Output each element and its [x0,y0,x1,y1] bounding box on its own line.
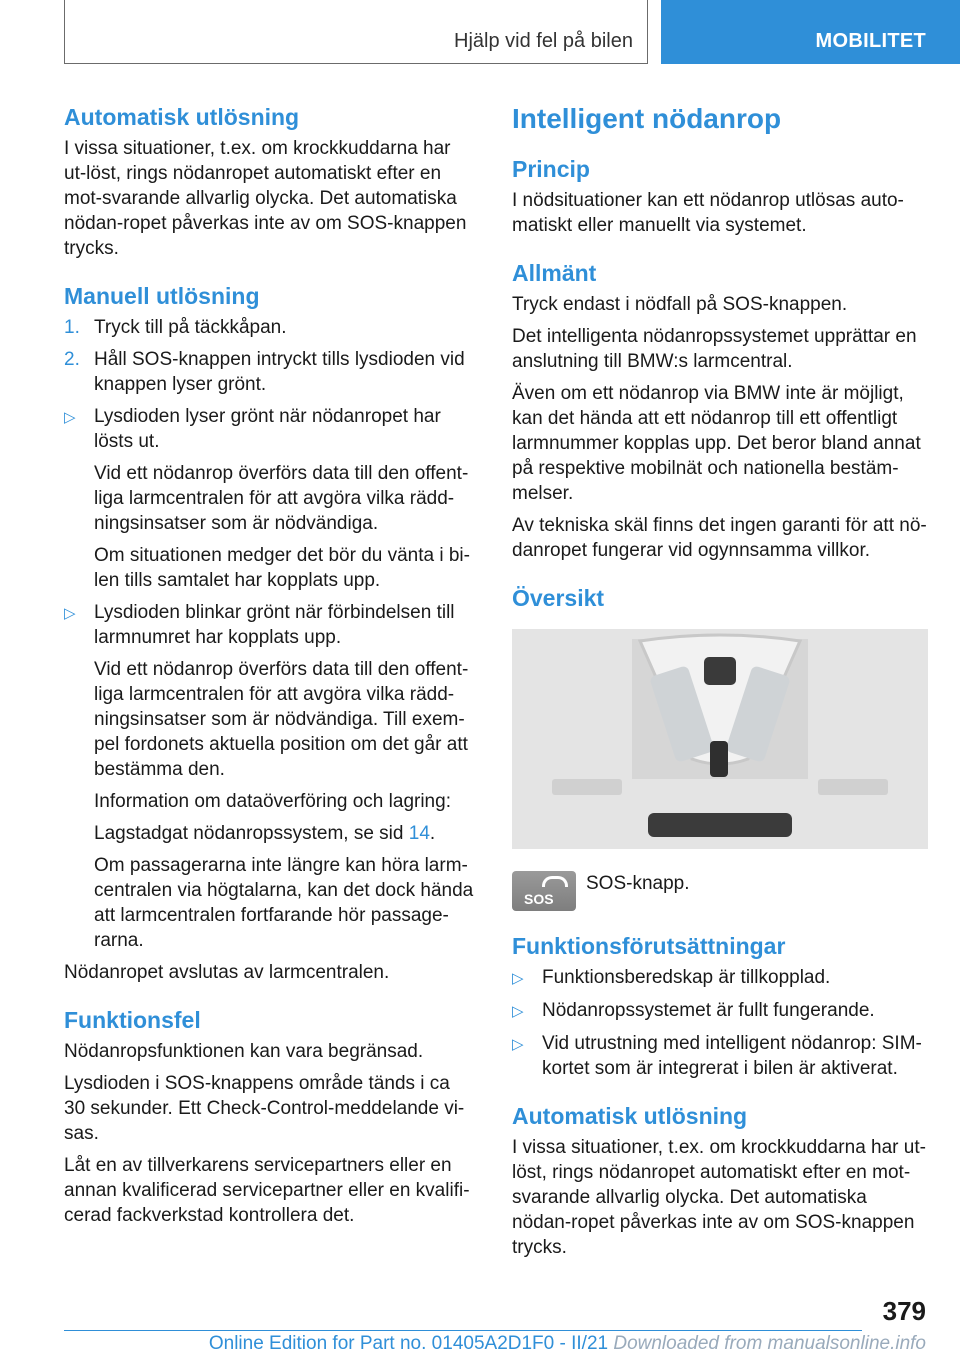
bullet-text: Lysdioden lyser grönt när nödanropet har lösts ut. [94,406,441,452]
heading-requirements: Funktionsförutsättningar [512,933,786,959]
para-malfunction-1: Nödanropsfunktionen kan vara begränsad. [64,1041,424,1062]
para-auto-trigger: I vissa situationer, t.ex. om krockkuddarna har ut-löst, rings nödanropet automatiskt efter en mot-svarande allvarlig olycka. Det automatiska nödan-ropet påverkas inte av om SOS-knappen trycks. [64,138,467,259]
sub-para-with-link: Lagstadgat nödanropssystem, se sid 14. [94,823,436,844]
para-principle: I nödsituationer kan ett nödanrop utlösas auto-matiskt eller manuellt via systemet. [512,190,904,236]
sos-caption: SOS-knapp. [586,873,690,894]
sub-para: Om situationen medger det bör du vänta i bi-len tills samtalet har kopplats upp. [94,545,470,591]
requirement-item [512,1031,928,1081]
para-general-2: Det intelligenta nödanropssystemet upprättar en anslutning till BMW:s larmcentral. [512,326,917,372]
heading-auto-trigger-right: Automatisk utlösning [512,1103,748,1129]
para-general-1: Tryck endast i nödfall på SOS-knappen. [512,294,848,315]
triangle-right-icon: ▷ [64,409,76,426]
step-text: Tryck till på täckkåpan. [94,317,287,338]
bullet-led-blink [64,600,476,650]
right-column [512,100,928,1267]
heading-overview: Översikt [512,585,605,611]
step-text: Håll SOS-knappen intryckt tills lysdioden vid knappen lyser grönt. [94,349,465,395]
sub-para: Om passagerarna inte längre kan höra larm-centralen via högtalarna, kan det dock hända att larmcentralen fortfarande hör passage-rarna. [94,855,474,951]
para-malfunction-2: Lysdioden i SOS-knappens område tänds i ca 30 sekunder. Ett Check-Control-meddelande vi-sas. [64,1073,465,1144]
header-section-title: Hjälp vid fel på bilen [454,30,633,52]
edition-text: Online Edition for Part no. 01405A2D1F0 - II/21 [208,1333,609,1354]
overhead-console-illustration [512,629,928,849]
footer-edition [209,1333,926,1355]
para-malfunction-3: Låt en av tillverkarens servicepartners eller en annan kvalificerad servicepartner eller en kvalifi-cerad fackverkstad kontrollera det. [64,1155,470,1226]
step-1 [64,315,476,340]
sub-para: Vid ett nödanrop överförs data till den offent-liga larmcentralen för att avgöra vilka rädd-ningsinsatser som är nödvändiga. Till exem-pel fordonets aktuella position om det går att bestämma den. [94,659,469,780]
requirement-text: Vid utrustning med intelligent nödanrop: SIM-kortet som är integrerat i bilen är aktiverat. [542,1033,922,1079]
requirement-item [512,965,928,991]
left-column [64,100,476,1235]
step-2 [64,347,476,397]
requirement-text: Nödanropssystemet är fullt fungerande. [542,1000,875,1021]
heading-principle: Princip [512,156,590,182]
bullet-text: Lysdioden blinkar grönt när förbindelsen till larmnumret har kopplats upp. [94,602,455,648]
step-number: 1. [64,317,80,338]
heading-general: Allmänt [512,260,597,286]
sos-phone-icon [512,871,576,911]
requirement-item [512,998,928,1024]
triangle-right-icon: ▷ [64,605,76,622]
heading-auto-trigger: Automatisk utlösning [64,104,300,130]
watermark-text: Downloaded from manualsonline.info [613,1333,926,1354]
header-chapter-label: MOBILITET [815,30,926,52]
triangle-right-icon: ▷ [512,1036,524,1053]
triangle-right-icon: ▷ [512,1003,524,1020]
requirement-text: Funktionsberedskap är tillkopplad. [542,967,831,988]
page-reference-link[interactable]: 14 [408,823,430,844]
sos-icon-text: SOS [524,891,554,907]
header-section-box [64,0,648,64]
heading-manual-trigger: Manuell utlösning [64,283,260,309]
para-general-4: Av tekniska skäl finns det ingen garanti för att nö-danropet fungerar vid ogynnsamma villkor. [512,515,927,561]
overhead-console-image [512,629,928,849]
footer-divider [64,1330,862,1331]
page-number: 379 [882,1296,926,1326]
triangle-right-icon: ▷ [512,970,524,987]
bullet-led-green [64,404,476,454]
para-auto-trigger-right: I vissa situationer, t.ex. om krockkuddarna har ut-löst, rings nödanropet automatiskt efter en mot-svarande allvarlig olycka. Det automatiska nödan-ropet påverkas inte av om SOS-knappen trycks. [512,1137,926,1258]
step-number: 2. [64,349,80,370]
para-call-end: Nödanropet avslutas av larmcentralen. [64,962,390,983]
header-chapter-tab [661,0,960,64]
sub-para: Information om dataöverföring och lagring: [94,791,451,812]
heading-malfunction: Funktionsfel [64,1007,201,1033]
sos-legend [512,871,928,911]
page-title: Intelligent nödanrop [512,103,782,134]
para-general-3: Även om ett nödanrop via BMW inte är möjligt, kan det hända att ett nödanrop till ett offentligt larmnummer kopplas upp. Det beror bland annat på respektive mobilnät och nationella bestäm-melser. [512,383,921,504]
sub-para: Vid ett nödanrop överförs data till den offent-liga larmcentralen för att avgöra vilka rädd-ningsinsatser som är nödvändiga. [94,463,469,534]
